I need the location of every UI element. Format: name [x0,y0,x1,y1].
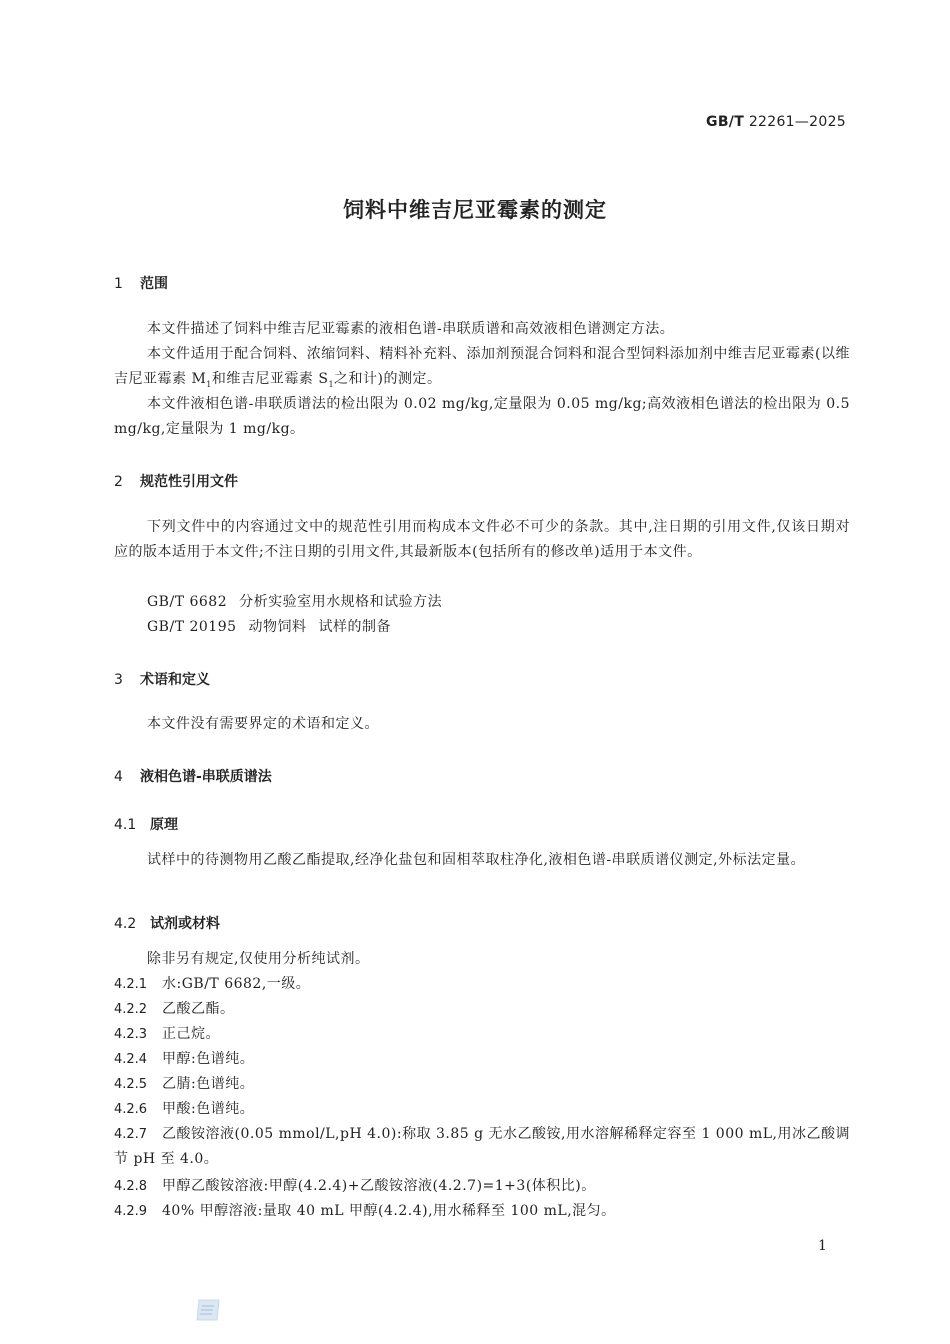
section-number: 2 [114,474,123,490]
reference-code: GB/T 20195 [147,619,237,635]
item-number: 4.2.6 [114,1102,148,1117]
list-item [114,1097,850,1122]
list-item [114,1022,850,1047]
section-number: 4.2 [114,916,137,932]
item-text: 水:GB/T 6682,一级。 [162,976,311,992]
subscript: 1 [206,379,212,389]
reference-title: 动物饲料 [248,619,307,635]
section-title: 试剂或材料 [150,916,220,932]
section-3-paragraph-1: 本文件没有需要界定的术语和定义。 [147,716,379,732]
item-number: 4.2.1 [114,977,148,992]
standard-prefix: GB/T [706,114,745,130]
document-title: 饲料中维吉尼亚霉素的测定 [343,198,607,222]
section-1-heading [114,273,168,293]
item-number: 4.2.4 [114,1052,148,1067]
reference-item [147,615,391,640]
item-number: 4.2.2 [114,1002,148,1017]
page-number: 1 [818,1238,827,1254]
item-number: 4.2.7 [114,1127,148,1142]
standard-number [706,114,846,130]
reference-code: GB/T 6682 [147,594,228,610]
section-number: 4.1 [114,817,137,833]
section-title: 术语和定义 [140,672,210,688]
item-text: 乙酸乙酯。 [162,1001,235,1017]
section-1-paragraph-1: 本文件描述了饲料中维吉尼亚霉素的液相色谱-串联质谱和高效液相色谱测定方法。 [147,321,675,337]
section-title: 规范性引用文件 [140,474,238,490]
section-title: 范围 [140,276,168,292]
section-4-heading [114,766,272,786]
section-4-2-heading [114,913,220,933]
item-text: 40% 甲醇溶液:量取 40 mL 甲醇(4.2.4),用水稀释至 100 mL,混匀。 [162,1203,616,1219]
text-run: 和维吉尼亚霉素 S [211,371,329,387]
text-run: 之和计)的测定。 [334,371,442,387]
section-1-paragraph-2 [114,342,850,397]
list-item [114,1122,850,1172]
section-4-1-heading [114,814,178,834]
section-number: 4 [114,769,123,785]
list-item [114,997,850,1022]
item-text: 正己烷。 [162,1026,220,1042]
item-text: 甲酸:色谱纯。 [162,1101,255,1117]
list-item [114,1072,850,1097]
section-number: 3 [114,672,123,688]
text-run: 本文件适用于配合饲料、浓缩饲料、精料补充料、添加剂预混合饲料和混合型饲料添加剂中维吉尼亚霉素(以维吉尼亚霉素 M [114,346,850,387]
section-title: 液相色谱-串联质谱法 [140,769,272,785]
section-4-1-paragraph-1: 试样中的待测物用乙酸乙酯提取,经净化盐包和固相萃取柱净化,液相色谱-串联质谱仪测定,外标法定量。 [147,852,806,868]
reference-title: 试样的制备 [318,619,392,635]
item-number: 4.2.5 [114,1077,148,1092]
item-text: 乙腈:色谱纯。 [162,1076,255,1092]
watermark-logo-icon [195,1298,221,1322]
section-4-2-paragraph-1: 除非另有规定,仅使用分析纯试剂。 [147,951,370,967]
reference-title: 分析实验室用水规格和试验方法 [239,594,443,610]
list-item [114,1174,850,1199]
item-number: 4.2.9 [114,1204,148,1219]
section-1-paragraph-3: 本文件液相色谱-串联质谱法的检出限为 0.02 mg/kg,定量限为 0.05 mg/kg;高效液相色谱法的检出限为 0.5 mg/kg,定量限为 1 mg/kg。 [114,396,850,437]
reference-item [147,590,442,615]
section-3-heading [114,669,210,689]
item-text: 甲醇乙酸铵溶液:甲醇(4.2.4)+乙酸铵溶液(4.2.7)=1+3(体积比)。 [162,1178,596,1194]
item-text: 乙酸铵溶液(0.05 mmol/L,pH 4.0):称取 3.85 g 无水乙酸铵,用水溶解稀释定容至 1 000 mL,用冰乙酸调节 pH 至 4.0。 [114,1126,851,1167]
item-number: 4.2.8 [114,1179,148,1194]
item-text: 甲醇:色谱纯。 [162,1051,255,1067]
section-title: 原理 [150,817,178,833]
section-2-paragraph-1: 下列文件中的内容通过文中的规范性引用而构成本文件必不可少的条款。其中,注日期的引用文件,仅该日期对应的版本适用于本文件;不注日期的引用文件,其最新版本(包括所有的修改单)适用于本文件。 [114,519,850,560]
section-2-heading [114,471,238,491]
list-item [114,1199,850,1224]
list-item [114,972,850,997]
item-number: 4.2.3 [114,1027,148,1042]
list-item [114,1047,850,1072]
standard-code: 22261—2025 [748,114,846,130]
section-number: 1 [114,276,123,292]
subscript: 1 [328,379,335,389]
